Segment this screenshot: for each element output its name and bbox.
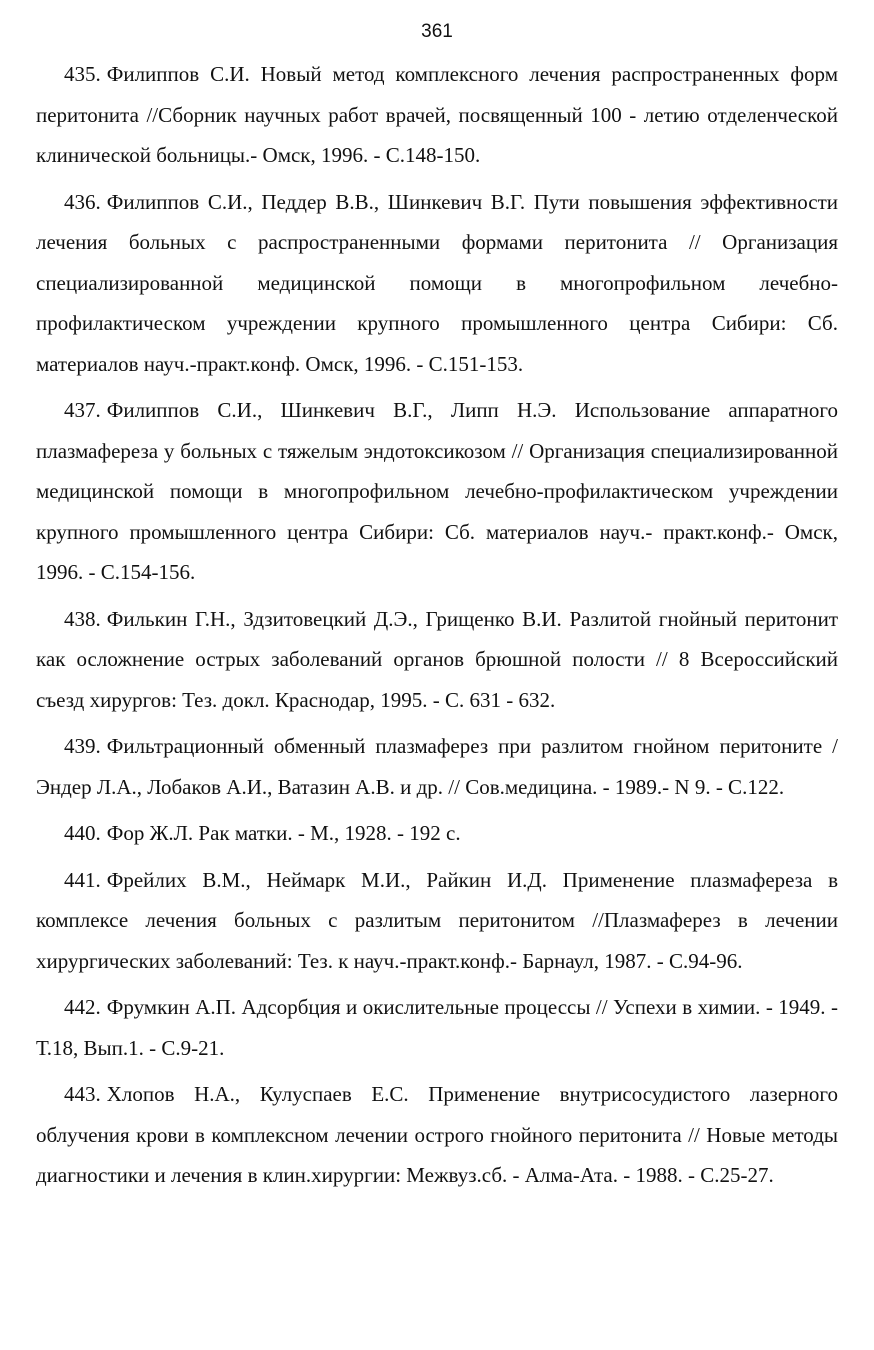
reference-number: 437. [64,398,101,422]
reference-item [36,726,838,807]
reference-text: Фор Ж.Л. Рак матки. - М., 1928. - 192 с. [106,821,461,845]
reference-item [36,1074,838,1196]
reference-text: Фрумкин А.П. Адсорбция и окислительные процессы // Успехи в химии. - 1949. - Т.18, Вып.1. - С.9-21. [36,995,838,1060]
reference-number: 443. [64,1082,101,1106]
reference-list [36,54,838,1202]
reference-item [36,987,838,1068]
reference-number: 440. [64,821,101,845]
reference-text: Филиппов С.И., Педдер В.В., Шинкевич В.Г. Пути повышения эффективности лечения больных с распространенными формами перитонита // Организация специализированной медицинской помощи в многопрофильном лечебно-профилактическом учреждении крупного промышленного центра Сибири: Сб. материалов науч.-практ.конф. Омск, 1996. - С.151-153. [36,189,838,376]
reference-item [36,390,838,593]
reference-text: Фрейлих В.М., Неймарк М.И., Райкин И.Д. Применение плазмафереза в комплексе лечения больных с разлитым перитонитом //Плазмаферез в лечении хирургических заболеваний: Тез. к науч.-практ.конф.- Барнаул, 1987. - С.94-96. [36,867,838,973]
reference-text: Филиппов С.И. Новый метод комплексного лечения распространенных форм перитонита //Сборник научных работ врачей, посвященный 100 - летию отделенческой клинической больницы.- Омск, 1996. - С.148-150. [36,62,838,167]
reference-number: 439. [64,734,101,758]
reference-item [36,182,838,385]
reference-item [36,599,838,721]
reference-number: 435. [64,62,101,86]
reference-text: Филиппов С.И., Шинкевич В.Г., Липп Н.Э. Использование аппаратного плазмафереза у больных с тяжелым эндотоксикозом // Организация специализированной медицинской помощи в многопрофильном лечебно-профилактическом учреждении крупного промышленного центра Сибири: Сб. материалов науч.- практ.конф.- Омск, 1996. - С.154-156. [36,398,838,584]
reference-number: 441. [64,867,101,892]
reference-text: Фильтрационный обменный плазмаферез при разлитом гнойном перитоните /Эндер Л.А., Лобаков А.И., Ватазин А.В. и др. // Сов.медицина. - 1989.- N 9. - С.122. [36,734,838,799]
reference-number: 436. [64,189,101,214]
reference-text: Филькин Г.Н., Здзитовецкий Д.Э., Грищенко В.И. Разлитой гнойный перитонит как осложнение острых заболеваний органов брюшной полости // 8 Всероссийский съезд хирургов: Тез. докл. Краснодар, 1995. - С. 631 - 632. [36,606,838,712]
reference-item [36,860,838,982]
reference-number: 438. [64,606,101,631]
reference-item [36,54,838,176]
reference-text: Хлопов Н.А., Кулуспаев Е.С. Применение внутрисосудистого лазерного облучения крови в комплексном лечении острого гнойного перитонита // Новые методы диагностики и лечения в клин.хирургии: Межвуз.сб. - Алма-Ата. - 1988. - С.25-27. [36,1082,838,1187]
page-number: 361 [421,21,453,42]
reference-number: 442. [64,995,101,1019]
reference-item [36,813,838,854]
